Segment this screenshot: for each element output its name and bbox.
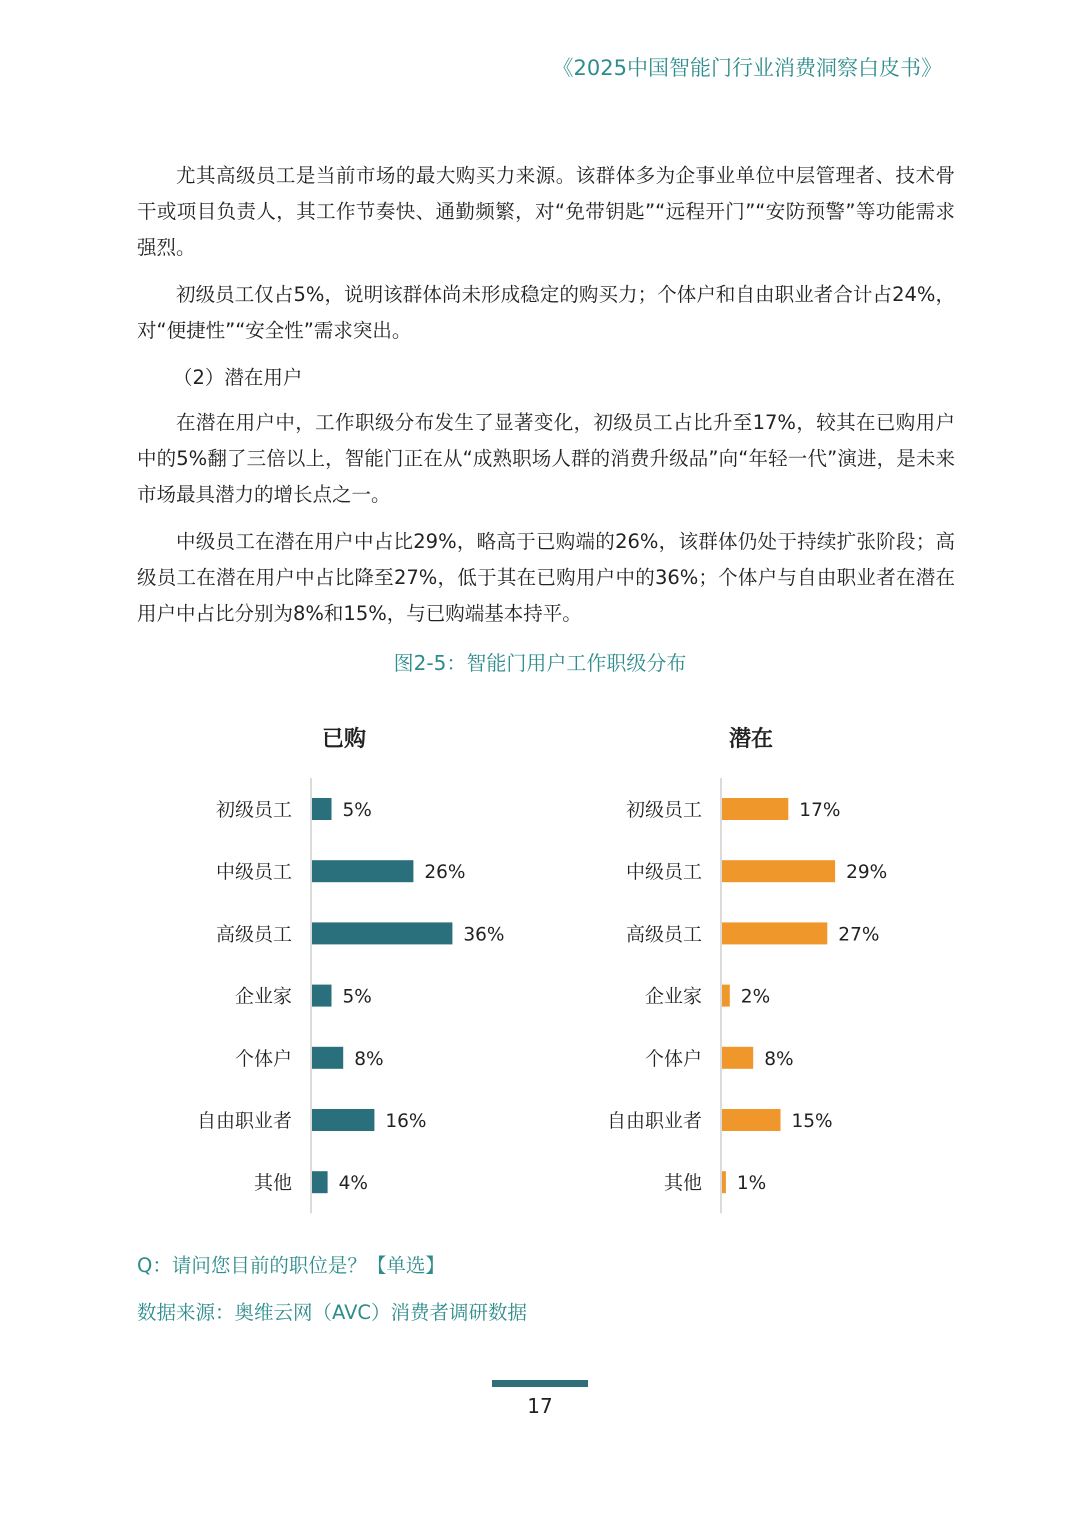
category-label: 自由职业者 [606, 1110, 702, 1132]
bar [312, 860, 413, 882]
document-title: 《2025中国智能门行业消费洞察白皮书》 [552, 56, 942, 80]
section-subheading: （2）潜在用户 [173, 366, 303, 389]
bar [722, 860, 835, 882]
category-label: 高级员工 [215, 923, 292, 946]
chart-panel-title: 已购 [321, 727, 367, 752]
category-label: 其他 [663, 1172, 702, 1195]
category-label: 初级员工 [215, 799, 292, 821]
data-label: 36% [463, 924, 505, 946]
data-label: 5% [342, 800, 372, 821]
category-label: 中级员工 [215, 861, 292, 884]
category-label: 其他 [253, 1172, 292, 1195]
chart-panel-title: 潜在 [728, 727, 774, 752]
category-label: 个体户 [234, 1047, 292, 1070]
data-label: 1% [736, 1173, 767, 1195]
body-text [137, 158, 955, 643]
page-number: 17 [527, 1394, 553, 1418]
paragraph: 初级员工仅占5%，说明该群体尚未形成稳定的购买力；个体户和自由职业者合计占24%，对“便捷性”“安全性”需求突出。 [137, 283, 955, 342]
data-label: 2% [740, 986, 771, 1008]
survey-question: Q：请问您目前的职位是？【单选】 [137, 1254, 445, 1277]
paragraph: 尤其高级员工是当前市场的最大购买力来源。该群体多为企事业单位中层管理者、技术骨干或项目负责人，其工作节奏快、通勤频繁，对“免带钥匙”“远程开门”“安防预警”等功能需求强烈。 [137, 164, 955, 259]
category-label: 自由职业者 [196, 1110, 292, 1132]
category-label: 中级员工 [625, 861, 702, 884]
data-source: 数据来源：奥维云网（AVC）消费者调研数据 [137, 1301, 528, 1324]
page-number-bar [492, 1380, 588, 1387]
data-label: 29% [846, 862, 888, 884]
category-label: 初级员工 [625, 799, 702, 821]
paragraph: 中级员工在潜在用户中占比29%，略高于已购端的26%，该群体仍处于持续扩张阶段；高级员工在潜在用户中占比降至27%，低于其在已购用户中的36%；个体户与自由职业者在潜在用户中占比分别为8%和15%，与已购端基本持平。 [137, 530, 955, 625]
bar [722, 985, 730, 1007]
data-label: 15% [791, 1111, 833, 1132]
bar [312, 922, 452, 944]
data-label: 27% [838, 924, 880, 946]
data-label: 8% [764, 1048, 794, 1070]
bar [312, 985, 332, 1007]
category-label: 高级员工 [625, 923, 702, 946]
category-label: 个体户 [644, 1047, 702, 1070]
bar [312, 1047, 343, 1069]
bar [312, 1171, 328, 1193]
bar-chart [0, 705, 1080, 1225]
data-label: 16% [385, 1111, 427, 1132]
bar [722, 798, 788, 820]
bar [722, 1109, 781, 1131]
data-label: 17% [799, 800, 841, 821]
bar [312, 1109, 374, 1131]
data-label: 8% [354, 1048, 384, 1070]
bar [722, 922, 827, 944]
bar [722, 1047, 753, 1069]
category-label: 企业家 [644, 985, 702, 1008]
data-label: 5% [342, 986, 372, 1008]
category-label: 企业家 [234, 985, 292, 1008]
bar [722, 1171, 726, 1193]
data-label: 26% [424, 862, 466, 884]
data-label: 4% [338, 1173, 368, 1195]
bar [312, 798, 332, 820]
figure-title: 图2-5：智能门用户工作职级分布 [393, 651, 687, 675]
paragraph: 在潜在用户中，工作职级分布发生了显著变化，初级员工占比升至17%，较其在已购用户中的5%翻了三倍以上，智能门正在从“成熟职场人群的消费升级品”向“年轻一代”演进，是未来市场最具潜力的增长点之一。 [137, 411, 955, 506]
